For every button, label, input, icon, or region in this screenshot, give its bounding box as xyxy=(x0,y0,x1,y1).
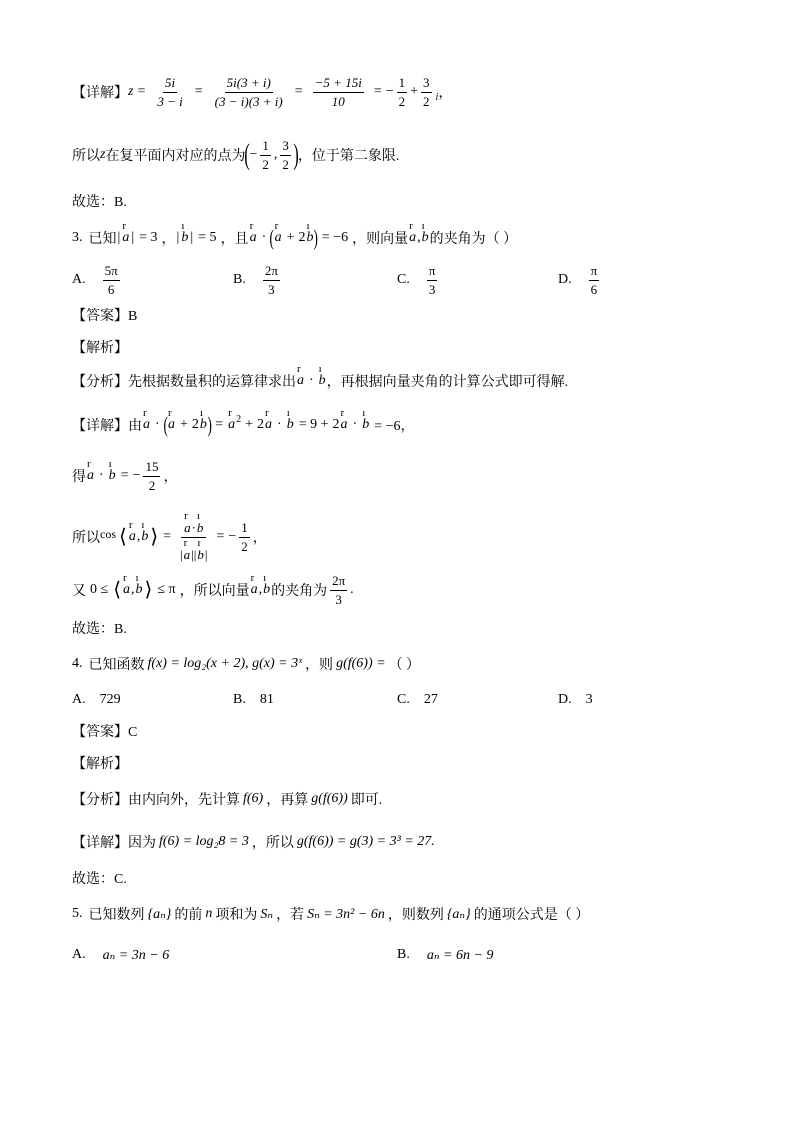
option-a xyxy=(72,260,123,300)
option-label: B. xyxy=(233,272,246,287)
vector-mark: r xyxy=(340,407,345,419)
option-value: 27 xyxy=(423,692,438,707)
numerator: 15 xyxy=(143,459,160,477)
equals-sign: = xyxy=(120,468,129,483)
option-value: 81 xyxy=(259,692,274,707)
angle-range-line xyxy=(72,570,354,610)
vector-mark: r xyxy=(168,407,172,419)
text-prefix: 已知函数 xyxy=(88,658,145,673)
value-a: = 3 xyxy=(139,230,158,245)
vector-mark: r xyxy=(249,220,254,232)
var-b: b xyxy=(108,468,116,483)
detail-line-z xyxy=(72,62,452,122)
vector-a xyxy=(184,509,191,536)
vector-mark: r xyxy=(183,536,188,549)
var-a: a xyxy=(87,468,94,483)
vector-a xyxy=(297,363,304,389)
denominator: (3 − i)(3 + i) xyxy=(214,93,283,109)
denominator: 10 xyxy=(331,93,345,109)
denominator xyxy=(178,538,209,563)
option-label: B. xyxy=(397,947,410,962)
detail-tag: 【详解】 xyxy=(72,836,128,851)
var-a: a xyxy=(250,582,258,597)
numerator: 1 xyxy=(260,138,271,156)
fraction xyxy=(178,509,209,563)
vector-mark: ı xyxy=(286,407,290,419)
comma-separator: , xyxy=(273,147,278,162)
choose-text: 故选：C. xyxy=(72,872,127,887)
answer-blank: （ ） xyxy=(388,658,421,673)
equals-sign: = xyxy=(294,84,303,99)
vector-mark: ı xyxy=(421,220,425,232)
right-angle: ⟩ xyxy=(144,579,153,601)
var-a: a xyxy=(297,373,304,388)
vector-mark: ı xyxy=(318,363,322,375)
denominator: 2 xyxy=(262,156,269,172)
text-middle: 在复平面内对应的点为 xyxy=(105,149,246,164)
cos-function: cos xyxy=(100,526,116,541)
left-paren: ( xyxy=(269,225,275,250)
text-part: 由内向外，先计算 xyxy=(128,793,240,808)
text-prefix: 先根据数量积的运算律求出 xyxy=(128,375,296,390)
vector-mark: ı xyxy=(197,536,201,549)
option-label: C. xyxy=(397,692,410,707)
option-a xyxy=(72,935,172,975)
left-paren: ( xyxy=(163,412,168,437)
detail-line xyxy=(72,405,418,445)
var-b: b xyxy=(421,230,429,245)
numerator: 5π xyxy=(103,263,120,281)
numerator: 1 xyxy=(239,520,250,538)
text-middle: ，所以向量 xyxy=(179,584,250,599)
detail-line xyxy=(72,822,438,862)
composite-expression: g(f(6)) = xyxy=(336,656,386,671)
numerator xyxy=(181,509,206,538)
expression: g(f(6)) xyxy=(311,791,348,806)
fraction xyxy=(263,263,280,298)
var-a: a xyxy=(249,230,257,245)
vector-mark: r xyxy=(87,458,91,470)
function-definitions: f(x) = log₂(x + 2), g(x) = 3ˣ xyxy=(147,656,303,671)
vector-mark: ı xyxy=(108,458,112,470)
vector-mark: r xyxy=(228,407,232,419)
text-prefix: 由 xyxy=(128,419,142,434)
vector-mark: r xyxy=(409,220,413,232)
expression: g(f(6)) = g(3) = 3³ = 27. xyxy=(296,834,435,849)
vector-mark: r xyxy=(128,519,133,531)
fraction xyxy=(330,573,347,608)
plus-sign: + xyxy=(286,230,295,245)
equals-nine: = 9 + xyxy=(298,417,329,432)
question-number: 5. xyxy=(72,906,83,921)
sequence: {aₙ} xyxy=(446,906,471,922)
vector-a xyxy=(274,220,282,246)
option-c xyxy=(397,260,440,300)
var-a: a xyxy=(228,417,236,432)
text-prefix: 已知 xyxy=(88,232,117,247)
text-prefix: 得 xyxy=(72,470,86,485)
var-a: a xyxy=(265,417,273,432)
text-part: 即可. xyxy=(350,793,383,808)
denominator: 2 xyxy=(423,93,430,109)
sequence: {aₙ} xyxy=(147,906,172,922)
option-value: aₙ = 3n − 6 xyxy=(102,947,170,963)
denominator: 3 xyxy=(428,281,436,297)
vector-mark: ı xyxy=(306,220,310,232)
abs-bar: | xyxy=(190,230,194,245)
plus-sign: + xyxy=(410,84,419,99)
var-b: b xyxy=(196,519,204,535)
vector-a xyxy=(168,407,175,433)
vector-a xyxy=(128,519,136,545)
vector-mark: r xyxy=(123,572,127,584)
minus-sign: − xyxy=(249,147,258,162)
text-part: ，则数列 xyxy=(387,908,444,923)
var-b: b xyxy=(181,230,189,245)
vector-a xyxy=(183,536,191,563)
numerator: 2π xyxy=(263,263,280,281)
vector-b xyxy=(108,458,116,484)
option-b xyxy=(233,680,274,720)
question-5-stem xyxy=(72,894,589,934)
vector-b xyxy=(135,572,143,598)
minus-sign: − xyxy=(132,468,141,483)
var-a: a xyxy=(128,529,136,544)
var-b: b xyxy=(141,529,149,544)
equals-sign: = xyxy=(194,84,203,99)
left-angle: ⟨ xyxy=(113,579,121,601)
minus-sign: − xyxy=(228,529,237,544)
text-suffix: ，位于第二象限. xyxy=(297,149,400,164)
lower-bound: 0 ≤ xyxy=(90,582,109,597)
dot-operator: · xyxy=(99,468,104,483)
option-d xyxy=(558,680,593,720)
var-b: b xyxy=(306,230,314,245)
answer-text: 【答案】C xyxy=(72,725,138,740)
right-paren: ) xyxy=(293,138,299,171)
option-label: B. xyxy=(233,692,246,707)
vector-mark: ı xyxy=(362,407,366,419)
left-angle: ⟨ xyxy=(119,526,127,548)
var-z: z xyxy=(128,84,134,99)
var-a: a xyxy=(122,230,130,245)
vector-mark: r xyxy=(122,220,126,232)
vector-a xyxy=(123,572,130,598)
var-a: a xyxy=(409,230,417,245)
fraction xyxy=(152,75,187,110)
partial-sum: Sₙ xyxy=(260,906,274,922)
analysis-line xyxy=(72,361,568,401)
option-label: D. xyxy=(558,692,572,707)
dot-operator: · xyxy=(191,519,196,535)
question-3-options xyxy=(72,260,722,300)
cosine-line xyxy=(72,507,267,567)
option-value: aₙ = 6n − 9 xyxy=(426,947,494,963)
analysis-heading xyxy=(72,743,128,783)
vector-a xyxy=(87,458,94,484)
choose-line xyxy=(72,858,127,898)
vector-a xyxy=(250,572,258,598)
var-a: a xyxy=(340,417,348,432)
rhs-value: = −6 xyxy=(321,230,349,245)
text-suffix: 的夹角为 xyxy=(271,584,328,599)
fraction xyxy=(310,75,367,110)
text-middle: ，则向量 xyxy=(352,232,409,247)
period: . xyxy=(350,582,354,597)
numerator: 3 xyxy=(421,75,432,93)
text-prefix: 所以 xyxy=(72,149,100,164)
text-part: ，若 xyxy=(276,908,305,923)
question-number: 3. xyxy=(72,230,83,245)
vector-mark: r xyxy=(184,509,188,522)
option-label: A. xyxy=(72,692,86,707)
option-label: D. xyxy=(558,272,572,287)
choose-text: 故选：B. xyxy=(72,622,127,637)
rhs-value: = −6， xyxy=(374,419,415,434)
option-value: 3 xyxy=(585,692,593,707)
vector-mark: r xyxy=(274,220,279,232)
var-n: n xyxy=(205,906,213,921)
vector-a xyxy=(228,407,236,433)
dot-operator: · xyxy=(277,417,282,432)
numerator: π xyxy=(427,263,438,281)
right-paren: ) xyxy=(207,412,212,437)
question-4-options xyxy=(72,680,722,720)
vector-mark: ı xyxy=(141,519,145,531)
exponent: 2 xyxy=(236,413,242,425)
text-prefix: 又 xyxy=(72,584,86,599)
var-a: a xyxy=(184,519,191,535)
var-b: b xyxy=(263,582,271,597)
fraction xyxy=(239,520,250,555)
denominator: 2 xyxy=(282,156,289,172)
comma-separator: , xyxy=(258,582,263,597)
vector-b xyxy=(318,363,326,389)
comma-separator: , xyxy=(131,582,135,597)
numerator: 1 xyxy=(397,75,408,93)
comma: ， xyxy=(163,470,178,485)
equals-sign: = xyxy=(137,84,146,99)
abs-bar: | xyxy=(176,230,180,245)
text-part: ，再算 xyxy=(266,793,309,808)
denominator: 6 xyxy=(107,281,115,297)
abs-bar: | xyxy=(204,546,208,562)
analysis-heading-text: 【解析】 xyxy=(72,757,128,772)
answer-text: 【答案】B xyxy=(72,309,138,324)
vector-mark: r xyxy=(250,572,255,584)
vector-mark: ı xyxy=(196,509,200,522)
analysis-tag: 【分析】 xyxy=(72,375,128,390)
var-b: b xyxy=(318,373,326,388)
fraction xyxy=(103,263,120,298)
choose-line xyxy=(72,181,127,221)
vector-a xyxy=(249,220,257,246)
comma-separator: , xyxy=(136,529,141,544)
vector-mark: r xyxy=(297,363,301,375)
vector-a xyxy=(409,220,417,246)
var-b: b xyxy=(135,582,143,597)
denominator: 3 xyxy=(268,281,275,297)
abs-bar: | xyxy=(191,546,194,562)
dot-operator: · xyxy=(309,373,314,388)
var-b: b xyxy=(197,546,204,562)
question-5-options xyxy=(72,935,722,975)
text-prefix: 所以 xyxy=(72,531,100,546)
option-b xyxy=(397,935,496,975)
denominator: 6 xyxy=(590,281,598,297)
var-a: a xyxy=(143,417,150,432)
analysis-line xyxy=(72,779,382,819)
detail-tag: 【详解】 xyxy=(72,419,128,434)
vector-mark: r xyxy=(265,407,269,419)
equals-sign: = xyxy=(216,529,225,544)
abs-bar: | xyxy=(193,546,197,562)
equals-sign: = xyxy=(373,84,382,99)
var-z: z xyxy=(100,147,106,162)
vector-mark: ı xyxy=(181,220,185,232)
coefficient: 2 xyxy=(332,417,340,432)
fraction xyxy=(210,75,288,110)
expression: f(6) = log₂8 = 3 xyxy=(159,834,249,849)
right-paren: ) xyxy=(313,225,319,250)
imaginary-unit: i xyxy=(435,91,439,103)
fraction xyxy=(427,263,438,298)
equals-sign: = xyxy=(163,529,172,544)
vector-mark: r xyxy=(143,407,147,419)
sum-formula: Sₙ = 3n² − 6n xyxy=(307,906,385,922)
denominator: 2 xyxy=(241,538,248,554)
upper-bound: ≤ π xyxy=(157,582,176,597)
numerator: −5 + 15i xyxy=(313,75,364,93)
fraction xyxy=(421,75,432,110)
vector-mark: ı xyxy=(263,572,267,584)
text-part: 因为 xyxy=(128,836,156,851)
question-4-stem xyxy=(72,644,420,684)
vector-b xyxy=(197,536,204,563)
coefficient: 2 xyxy=(191,417,199,432)
vector-a xyxy=(143,407,150,433)
var-a: a xyxy=(123,582,130,597)
comma: ， xyxy=(161,232,176,247)
abs-bar: | xyxy=(180,546,183,562)
option-d xyxy=(558,260,602,300)
plus-sign: + xyxy=(245,417,254,432)
value-b: = 5 xyxy=(198,230,217,245)
dot-operator: · xyxy=(352,417,358,432)
text-part: ，所以 xyxy=(251,836,294,851)
var-b: b xyxy=(362,417,370,432)
comma-separator: , xyxy=(417,230,421,245)
vector-b xyxy=(362,407,370,433)
var-a: a xyxy=(168,417,175,432)
right-angle: ⟩ xyxy=(150,526,159,548)
var-a: a xyxy=(274,230,282,245)
choose-line xyxy=(72,608,127,648)
vector-b xyxy=(421,220,429,246)
dot-operator: · xyxy=(155,417,160,432)
option-label: A. xyxy=(72,272,86,287)
plus-sign: + xyxy=(180,417,188,432)
text-suffix: 的夹角为（ ） xyxy=(429,232,518,247)
vector-b xyxy=(196,509,204,536)
numerator: π xyxy=(589,263,600,281)
fraction xyxy=(397,75,408,110)
fraction xyxy=(280,138,291,173)
option-b xyxy=(233,260,283,300)
text-suffix: ，再根据向量夹角的计算公式即可得解. xyxy=(326,375,569,390)
comma: ， xyxy=(252,531,267,546)
denominator: 2 xyxy=(398,93,406,109)
vector-b xyxy=(199,407,207,433)
vector-a xyxy=(122,220,130,246)
line-end-comma: ， xyxy=(438,86,453,101)
denominator: 2 xyxy=(148,477,156,493)
denominator: 3 − i xyxy=(157,93,183,109)
numerator: 2π xyxy=(330,573,347,591)
fraction xyxy=(260,138,271,173)
coefficient: 2 xyxy=(257,417,265,432)
fraction xyxy=(143,459,160,494)
minus-sign: − xyxy=(385,84,394,99)
vector-a xyxy=(340,407,348,433)
vector-mark: ı xyxy=(199,407,203,419)
analysis-heading-text: 【解析】 xyxy=(72,341,128,356)
expression: f(6) xyxy=(243,791,264,806)
choose-text: 故选：B. xyxy=(72,195,127,210)
numerator: 5i(3 + i) xyxy=(225,75,273,93)
text-part: 项和为 xyxy=(215,908,258,923)
var-a: a xyxy=(183,546,191,562)
var-b: b xyxy=(286,417,294,432)
option-label: C. xyxy=(397,272,410,287)
vector-mark: ı xyxy=(135,572,139,584)
numerator: 5i xyxy=(163,75,177,93)
abs-bar: | xyxy=(131,230,135,245)
var-b: b xyxy=(199,417,207,432)
equals-sign: = xyxy=(215,417,224,432)
abs-bar: | xyxy=(117,230,121,245)
vector-b xyxy=(263,572,271,598)
text-part: 的前 xyxy=(174,908,203,923)
option-c xyxy=(397,680,438,720)
left-paren: ( xyxy=(244,138,251,171)
detail-tag: 【详解】 xyxy=(72,86,128,101)
text-suffix: 的通项公式是（ ） xyxy=(473,908,590,923)
detail-line-point xyxy=(72,125,399,185)
analysis-tag: 【分析】 xyxy=(72,793,128,808)
question-number: 4. xyxy=(72,656,83,671)
numerator: 3 xyxy=(280,138,291,156)
vector-b xyxy=(286,407,294,433)
vector-b xyxy=(181,220,189,246)
text-prefix: 已知数列 xyxy=(88,908,145,923)
vector-b xyxy=(141,519,149,545)
question-3-stem xyxy=(72,218,517,258)
denominator: 3 xyxy=(335,591,342,607)
text-and: ，且 xyxy=(220,232,249,247)
option-value: 729 xyxy=(99,692,121,707)
result-line xyxy=(72,456,177,496)
vector-a xyxy=(265,407,273,433)
coefficient: 2 xyxy=(298,230,306,245)
option-label: A. xyxy=(72,947,86,962)
vector-b xyxy=(306,220,314,246)
dot-operator: · xyxy=(261,230,267,245)
fraction xyxy=(589,263,600,298)
text-middle: ，则 xyxy=(305,658,334,673)
